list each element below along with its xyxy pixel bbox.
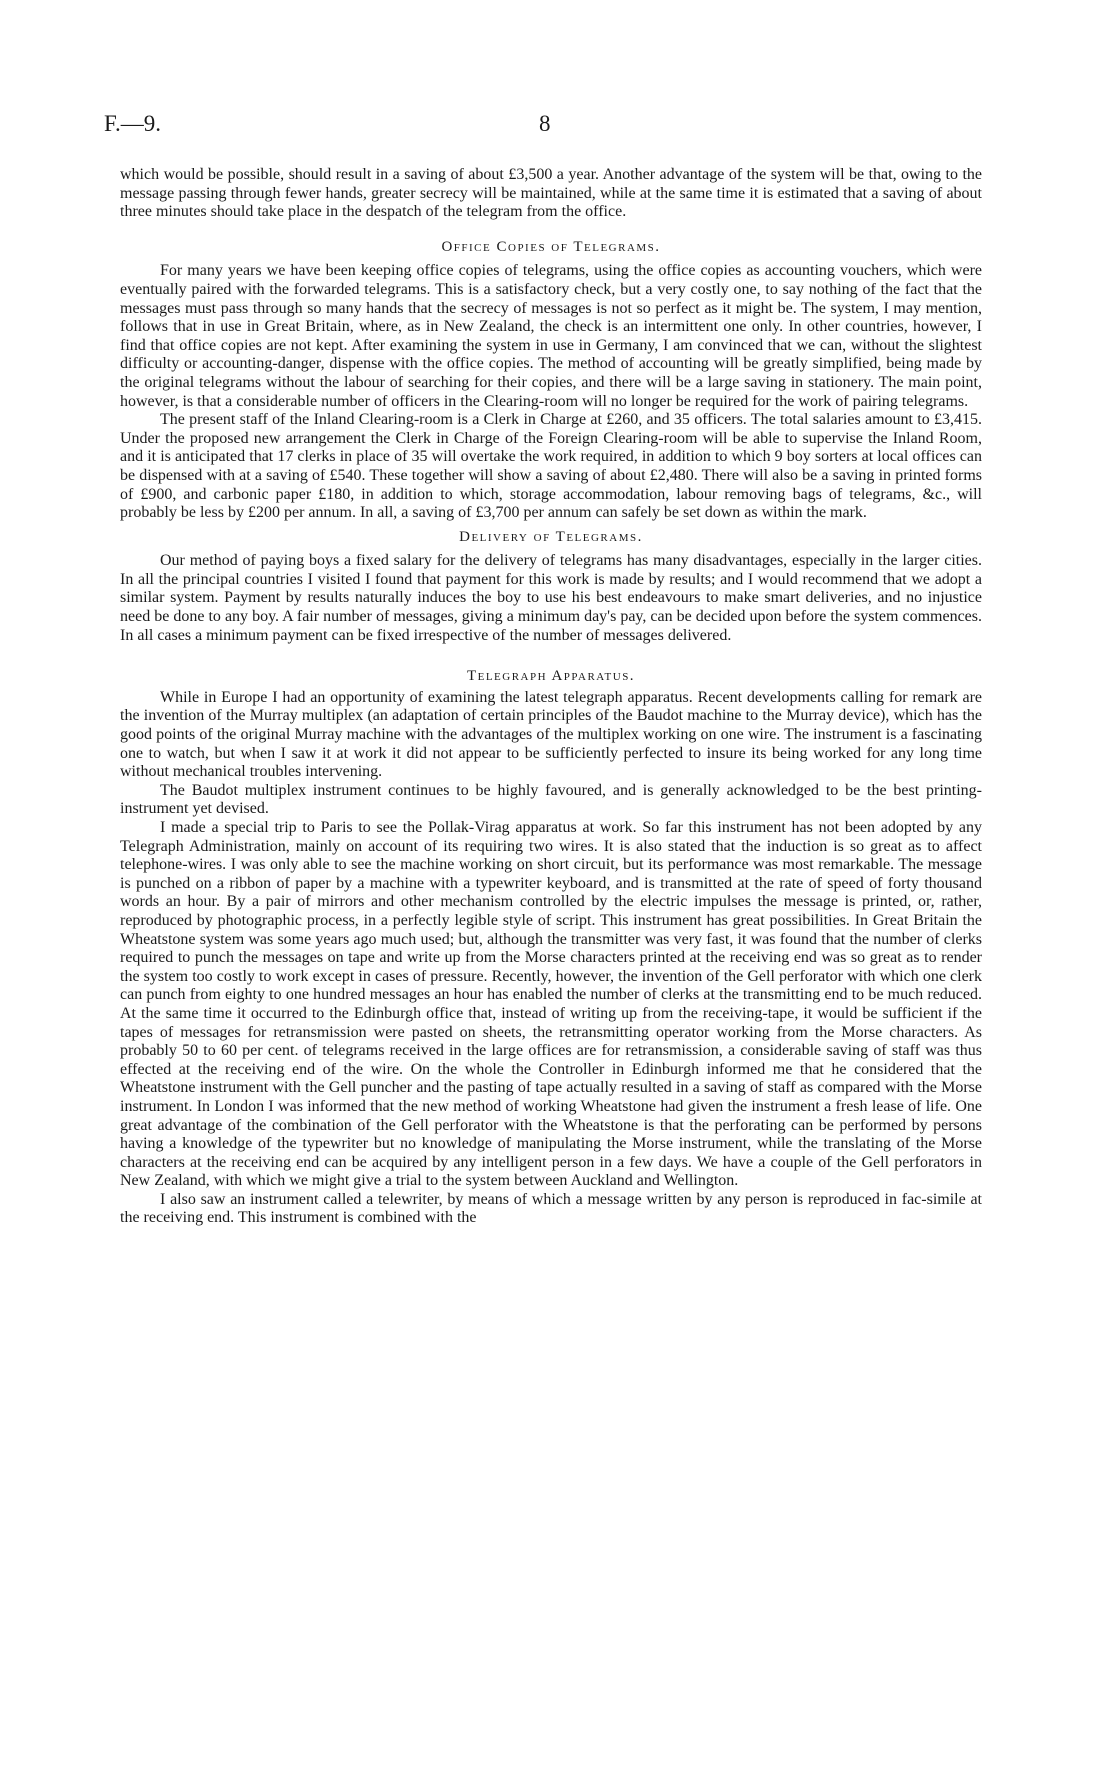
section-heading-telegraph-apparatus: Telegraph Apparatus.: [466, 668, 636, 685]
paragraph: For many years we have been keeping office copies of telegrams, using the office copies as accounting vouchers, which were eventually paired with the forwarded telegrams. This is a satisfactory check, but a very costly one, to say nothing of the fact that the messages must pass through so many hands that the secrecy of messages is not so perfect as it might be. The system, I may mention, follows that in use in Great Britain, where, as in New Zealand, the check is an intermittent one only. In other countries, however, I find that office copies are not kept. After examining the system in use in Germany, I am convinced that we can, without the slightest difficulty or accounting-danger, dispense with the office copies. The method of accounting will be greatly simplified, being made by the original telegrams without the labour of searching for their copies, and there will be a large saving in stationery. The main point, however, is that a considerable number of officers in the Clearing-room will no longer be required for the work of pairing telegrams.: [120, 262, 982, 410]
page-number: 8: [539, 111, 551, 136]
section-heading-delivery: Delivery of Telegrams.: [459, 528, 643, 545]
paragraph: The present staff of the Inland Clearing-room is a Clerk in Charge at £260, and 35 officers. The total salaries amount to £3,415. Under the proposed new arrangement the Clerk in Charge of the Foreign Clearing-room will be able to supervise the Inland Room, and it is anticipated that 17 clerks in place of 35 will overtake the work required, in addition to which 9 boy sorters at local offices can be dispensed with at a saving of £540. These together will show a saving of about £2,480. There will also be a saving in printed forms of £900, and carbonic paper £180, in addition to which, storage accommodation, labour removing bags of telegrams, &c., will probably be less by £200 per annum. In all, a saving of £3,700 per annum can safely be set down as within the mark.: [120, 411, 982, 522]
section-heading-office-copies: Office Copies of Telegrams.: [441, 238, 661, 255]
document-reference: F.—9.: [104, 111, 161, 136]
paragraph-continued: which would be possible, should result in a saving of about £3,500 a year. Another advantage of the system will be that, owing to the message passing through fewer hands, greater secrecy will be maintained, while at the same time it is estimated that a saving of about three minutes should take place in the despatch of the telegram from the office.: [120, 166, 982, 221]
paragraph: While in Europe I had an opportunity of examining the latest telegraph apparatus. Recent developments calling for remark are the invention of the Murray multiplex (an adaptation of certain principles of the Baudot machine to the Murray device), which has the good points of the original Murray machine with the advantages of the multiplex working on one wire. The instrument is a fascinating one to watch, but when I saw it at work it did not appear to be sufficiently perfected to insure its being worked for any long time without mechanical troubles intervening.: [120, 688, 982, 781]
paragraph: I made a special trip to Paris to see the Pollak-Virag apparatus at work. So far this instrument has not been adopted by any Telegraph Administration, mainly on account of its requiring two wires. It is also stated that the induction is so great as to affect telephone-wires. I was only able to see the machine working on short circuit, but its performance was most remarkable. The message is punched on a ribbon of paper by a machine with a typewriter keyboard, and is transmitted at the rate of speed of forty thousand words an hour. By a pair of mirrors and other mechanism controlled by the electric impulses the message is printed, or, rather, reproduced by photographic process, in a perfectly legible style of script. This instrument has great possibilities. In Great Britain the Wheatstone system was some years ago much used; but, although the transmitter was very fast, it was found that the number of clerks required to punch the messages on tape and write up from the Morse characters printed at the receiving end was so great as to render the system too costly to work except in cases of pressure. Recently, however, the invention of the Gell perforator with which one clerk can punch from eighty to one hundred messages an hour has enabled the number of clerks at the transmitting end to be much reduced. At the same time it occurred to the Edinburgh office that, instead of writing up from the receiving-tape, it would be sufficient if the tapes of messages for retransmission were pasted on sheets, the retransmitting operator working from the Morse characters. As probably 50 to 60 per cent. of telegrams received in the large offices are for retransmission, a considerable saving of staff was thus effected at the receiving end of the wire. On the whole the Controller in Edinburgh informed me that he considered that the Wheatstone instrument with the Gell puncher and the pasting of tape actually resulted in a saving of staff as compared with the Morse instrument. In London I was informed that the new method of working Wheatstone had given the instrument a fresh lease of life. One great advantage of the combination of the Gell perforator with the Wheatstone is that the perforating can be performed by persons having a knowledge of the typewriter but no knowledge of manipulating the Morse instrument, while the translating of the Morse characters at the receiving end can be acquired by any intelligent person in a few days. We have a couple of the Gell perforators in New Zealand, with which we might give a trial to the system between Auckland and Wellington.: [120, 819, 982, 1190]
paragraph: Our method of paying boys a fixed salary for the delivery of telegrams has many disadvantages, especially in the larger cities. In all the principal countries I visited I found that payment for this work is made by results; and I would recommend that we adopt a similar system. Payment by results naturally induces the boy to use his best endeavours to make smart deliveries, and no injustice need be done to any boy. A fair number of messages, giving a minimum day's pay, can be decided upon before the system commences. In all cases a minimum payment can be fixed irrespective of the number of messages delivered.: [120, 552, 982, 644]
paragraph: The Baudot multiplex instrument continues to be highly favoured, and is generally acknowledged to be the best printing-instrument yet devised.: [120, 781, 982, 818]
running-header: [104, 111, 984, 141]
paragraph: I also saw an instrument called a telewriter, by means of which a message written by any person is reproduced in fac-simile at the receiving end. This instrument is combined with the: [120, 1190, 982, 1227]
document-body: [120, 166, 982, 1228]
